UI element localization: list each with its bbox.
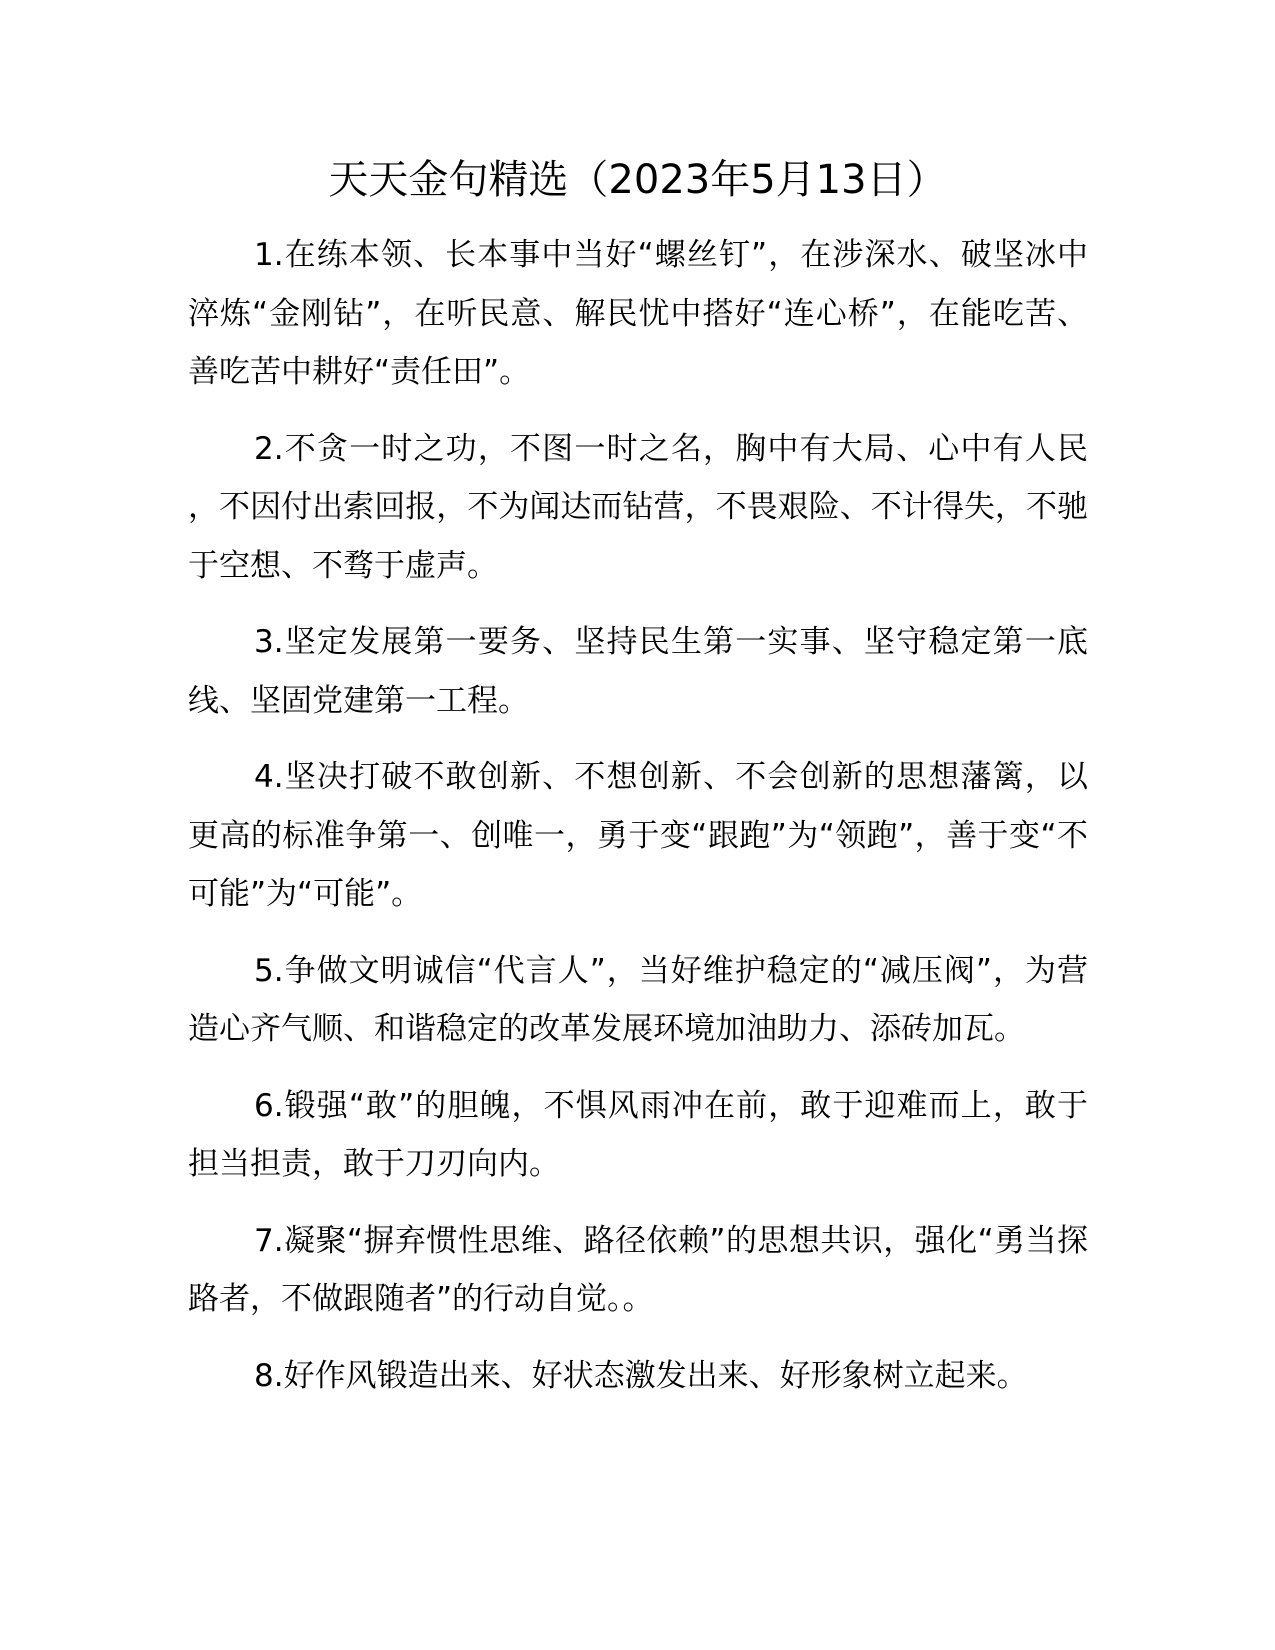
paragraph-5: 5.争做文明诚信“代言人”，当好维护稳定的“减压阀”，为营造心齐气顺、和谐稳定的改革发展环境加油助力、添砖加瓦。	[188, 952, 1088, 1047]
paragraph-4: 4.坚决打破不敢创新、不想创新、不会创新的思想藩篱，以更高的标准争第一、创唯一，勇于变“跟跑”为“领跑”，善于变“不可能”为“可能”。	[188, 759, 1088, 912]
paragraph-6: 6.锻强“敢”的胆魄，不惧风雨冲在前，敢于迎难而上，敢于担当担责，敢于刀刃向内。	[188, 1087, 1088, 1182]
paragraph-3: 3.坚定发展第一要务、坚持民生第一实事、坚守稳定第一底线、坚固党建第一工程。	[188, 624, 1088, 719]
document-body	[188, 226, 1088, 1423]
paragraph-2: 2.不贪一时之功，不图一时之名，胸中有大局、心中有人民，不因付出索回报，不为闻达而钻营，不畏艰险、不计得失，不驰于空想、不骛于虚声。	[188, 430, 1088, 584]
paragraph-8: 8.好作风锻造出来、好状态激发出来、好形象树立起来。	[254, 1357, 1028, 1394]
document-title: 天天金句精选（2023年5月13日）	[328, 157, 947, 203]
paragraph-7: 7.凝聚“摒弃惯性思维、路径依赖”的思想共识，强化“勇当探路者，不做跟随者”的行动自觉。。	[188, 1222, 1088, 1317]
paragraph-1: 1.在练本领、长本事中当好“螺丝钉”，在涉深水、破坚冰中淬炼“金刚钻”，在听民意、解民忧中搭好“连心桥”，在能吃苦、善吃苦中耕好“责任田”。	[188, 237, 1088, 390]
